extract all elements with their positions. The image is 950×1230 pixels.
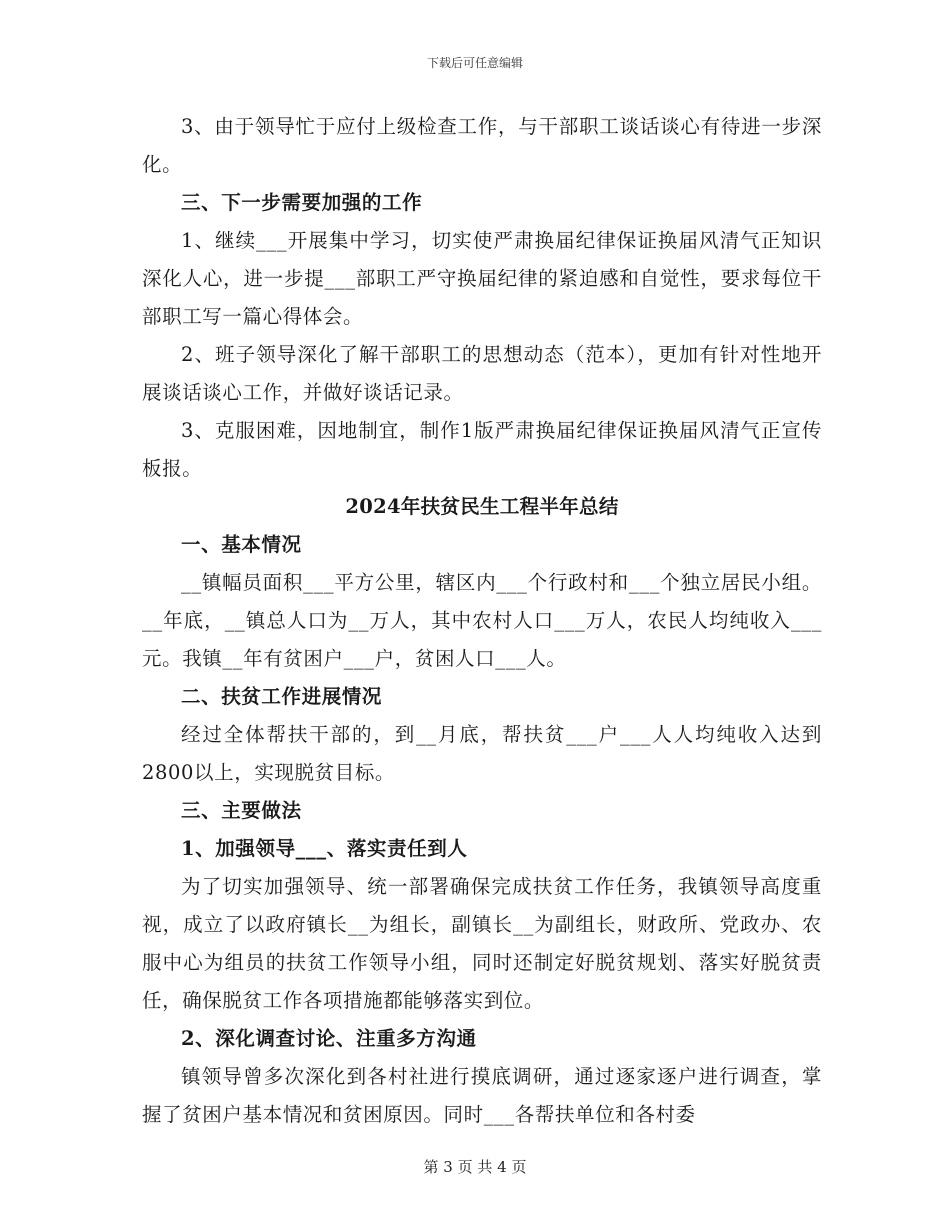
paragraph: 2、班子领导深化了解干部职工的思想动态（范本），更加有针对性地开展谈话谈心工作，并做好谈话记录。 [142, 343, 822, 404]
document-body [142, 108, 822, 1134]
paragraph: 1、继续___开展集中学习，切实使严肃换届纪律保证换届风清气正知识深化人心，进一步提___部职工严守换届纪律的紧迫感和自觉性，要求每位干部职工写一篇心得体会。 [142, 229, 822, 328]
subsection-heading: 1、加强领导___、落实责任到人 [181, 837, 468, 860]
section-heading: 三、下一步需要加强的工作 [181, 191, 423, 214]
page-number: 第 3 页 共 4 页 [423, 1158, 527, 1176]
page-header: 下载后可任意编辑 [426, 56, 523, 70]
paragraph: 为了切实加强领导、统一部署确保完成扶贫工作任务，我镇领导高度重视，成立了以政府镇长__为组长，副镇长__为副组长，财政所、党政办、农服中心为组员的扶贫工作领导小组，同时还制定好脱贫规划、落实好脱贫责任，确保脱贫工作各项措施都能够落实到位。 [142, 875, 822, 1012]
paragraph: __镇幅员面积___平方公里，辖区内___个行政村和___个独立居民小组。__年底，__镇总人口为__万人，其中农村人口___万人，农民人均纯收入___元。我镇__年有贫困户___户，贫困人口___人。 [142, 571, 822, 670]
section-heading: 一、基本情况 [181, 533, 302, 556]
section-heading: 二、扶贫工作进展情况 [181, 685, 383, 708]
document-title: 2024年扶贫民生工程半年总结 [345, 495, 619, 518]
paragraph: 3、由于领导忙于应付上级检查工作，与干部职工谈话谈心有待进一步深化。 [142, 115, 822, 176]
paragraph: 3、克服困难，因地制宜，制作1版严肃换届纪律保证换届风清气正宣传板报。 [142, 419, 822, 480]
subsection-heading: 2、深化调查讨论、注重多方沟通 [181, 1027, 477, 1050]
paragraph: 经过全体帮扶干部的，到__月底，帮扶贫___户___人人均纯收入达到2800以上，实现脱贫目标。 [142, 723, 822, 784]
section-heading: 三、主要做法 [181, 799, 302, 822]
paragraph: 镇领导曾多次深化到各村社进行摸底调研，通过逐家逐户进行调查，掌握了贫困户基本情况和贫困原因。同时___各帮扶单位和各村委 [142, 1065, 822, 1126]
